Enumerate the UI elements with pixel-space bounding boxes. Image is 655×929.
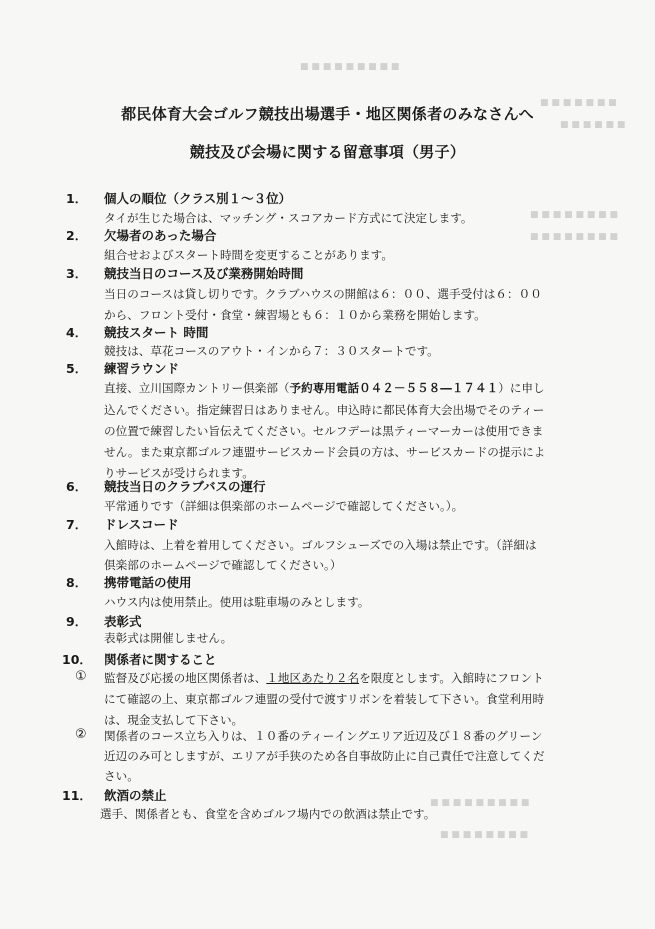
section-text — [104, 380, 545, 396]
section-title: 競技スタート 時間 — [104, 325, 209, 340]
show-through-text: ■ ■ ■ ■ ■ ■ ■ ■ — [530, 232, 619, 242]
section-text: さい。 — [104, 769, 139, 783]
section-text: 表彰式は開催しません。 — [104, 631, 233, 645]
staff-text-a: 監督及び応援の地区関係者は、 — [104, 671, 267, 685]
section-text: 選手、関係者とも、食堂を含めゴルフ場内での飲酒は禁止です。 — [100, 807, 436, 821]
practice-text-a: 直接、立川国際カントリー倶楽部（ — [104, 381, 290, 395]
section-text: りサービスが受けられます。 — [104, 466, 254, 480]
practice-text-c: ）に申し — [498, 381, 545, 395]
section-number: 11． — [62, 788, 92, 803]
section-title: 携帯電話の使用 — [104, 575, 192, 590]
staff-text-b: を限度とします。入館時にフロント — [359, 671, 544, 685]
section-title: 競技当日のコース及び業務開始時間 — [104, 266, 304, 281]
section-title: 表彰式 — [104, 614, 142, 629]
section-number: 10． — [62, 652, 92, 667]
section-number: 1． — [66, 191, 88, 206]
section-text: 入館時は、上着を着用してください。ゴルフシューズでの入場は禁止です。（詳細は — [104, 538, 537, 552]
section-text: にて確認の上、東京都ゴルフ連盟の受付で渡すリボンを着装して下さい。食堂利用時 — [104, 692, 545, 706]
section-number: 8． — [66, 575, 88, 590]
section-text: 込んでください。指定練習日はありません。申込時に都民体育大会出場でそのティー — [104, 403, 545, 417]
section-text: タイが生じた場合は、マッチング・スコアカード方式にて決定します。 — [104, 211, 473, 225]
section-text: 平常通りです（詳細は倶楽部のホームページで確認してください。）。 — [104, 499, 464, 513]
section-title: 関係者に関すること — [104, 652, 217, 667]
section-text: 当日のコースは貸し切りです。クラブハウスの開館は６：００、選手受付は６：００ — [104, 287, 542, 301]
show-through-text: ■ ■ ■ ■ ■ ■ ■ — [540, 98, 617, 108]
section-text: せん。また東京都ゴルフ連盟サービスカード会員の方は、サービスカードの提示によ — [104, 445, 546, 459]
show-through-text: ■ ■ ■ ■ ■ ■ ■ ■ — [440, 830, 529, 840]
section-text: 競技は、草花コースのアウト・インから７：３０スタートです。 — [104, 344, 439, 358]
section-text: 倶楽部のホームページで確認してください。） — [104, 558, 342, 572]
section-title: 練習ラウンド — [104, 361, 180, 376]
section-text: ハウス内は使用禁止。使用は駐車場のみとします。 — [104, 595, 370, 609]
staff-limit: １地区あたり２名 — [266, 671, 360, 685]
section-title: 競技当日のクラブバスの運行 — [104, 479, 266, 494]
section-text: から、フロント受付・食堂・練習場とも６：１０から業務を開始します。 — [104, 308, 486, 322]
section-number: 3． — [66, 266, 88, 281]
show-through-text: ■ ■ ■ ■ ■ ■ ■ ■ ■ — [300, 62, 400, 72]
page-subtitle: 競技及び会場に関する留意事項（男子） — [189, 143, 466, 161]
section-text: 関係者のコース立ち入りは、１０番のティーイングエリア近辺及び１８番のグリーン — [104, 729, 543, 743]
section-number: 2． — [66, 228, 88, 243]
list-marker: ① — [75, 669, 87, 684]
section-title: ドレスコード — [104, 517, 179, 532]
reservation-phone: 予約専用電話０４２－５５８―１７４１ — [289, 381, 499, 395]
section-number: 9． — [66, 614, 88, 629]
section-number: 6． — [66, 479, 88, 494]
section-number: 7． — [66, 517, 88, 532]
section-title: 欠場者のあった場合 — [104, 228, 217, 243]
section-title: 飲酒の禁止 — [104, 788, 167, 803]
show-through-text: ■ ■ ■ ■ ■ ■ — [560, 120, 626, 130]
section-number: 4． — [66, 325, 88, 340]
section-text: 近辺のみ可としますが、エリアが手狭のため各自事故防止に自己責任で注意してくだ — [104, 749, 545, 763]
page-title: 都民体育大会ゴルフ競技出場選手・地区関係者のみなさんへ — [121, 105, 534, 123]
section-text — [104, 670, 544, 686]
section-title: 個人の順位（クラス別１～３位） — [104, 191, 292, 206]
show-through-text: ■ ■ ■ ■ ■ ■ ■ ■ ■ — [430, 798, 530, 808]
section-text: 組合せおよびスタート時間を変更することがあります。 — [104, 248, 393, 262]
show-through-text: ■ ■ ■ ■ ■ ■ ■ ■ — [530, 210, 619, 220]
section-text: は、現金支払して下さい。 — [104, 713, 244, 727]
section-number: 5． — [66, 361, 88, 376]
list-marker: ② — [75, 727, 87, 742]
section-text: の位置で練習したい旨伝えてください。セルフデーは黒ティーマーカーは使用できま — [104, 424, 544, 438]
